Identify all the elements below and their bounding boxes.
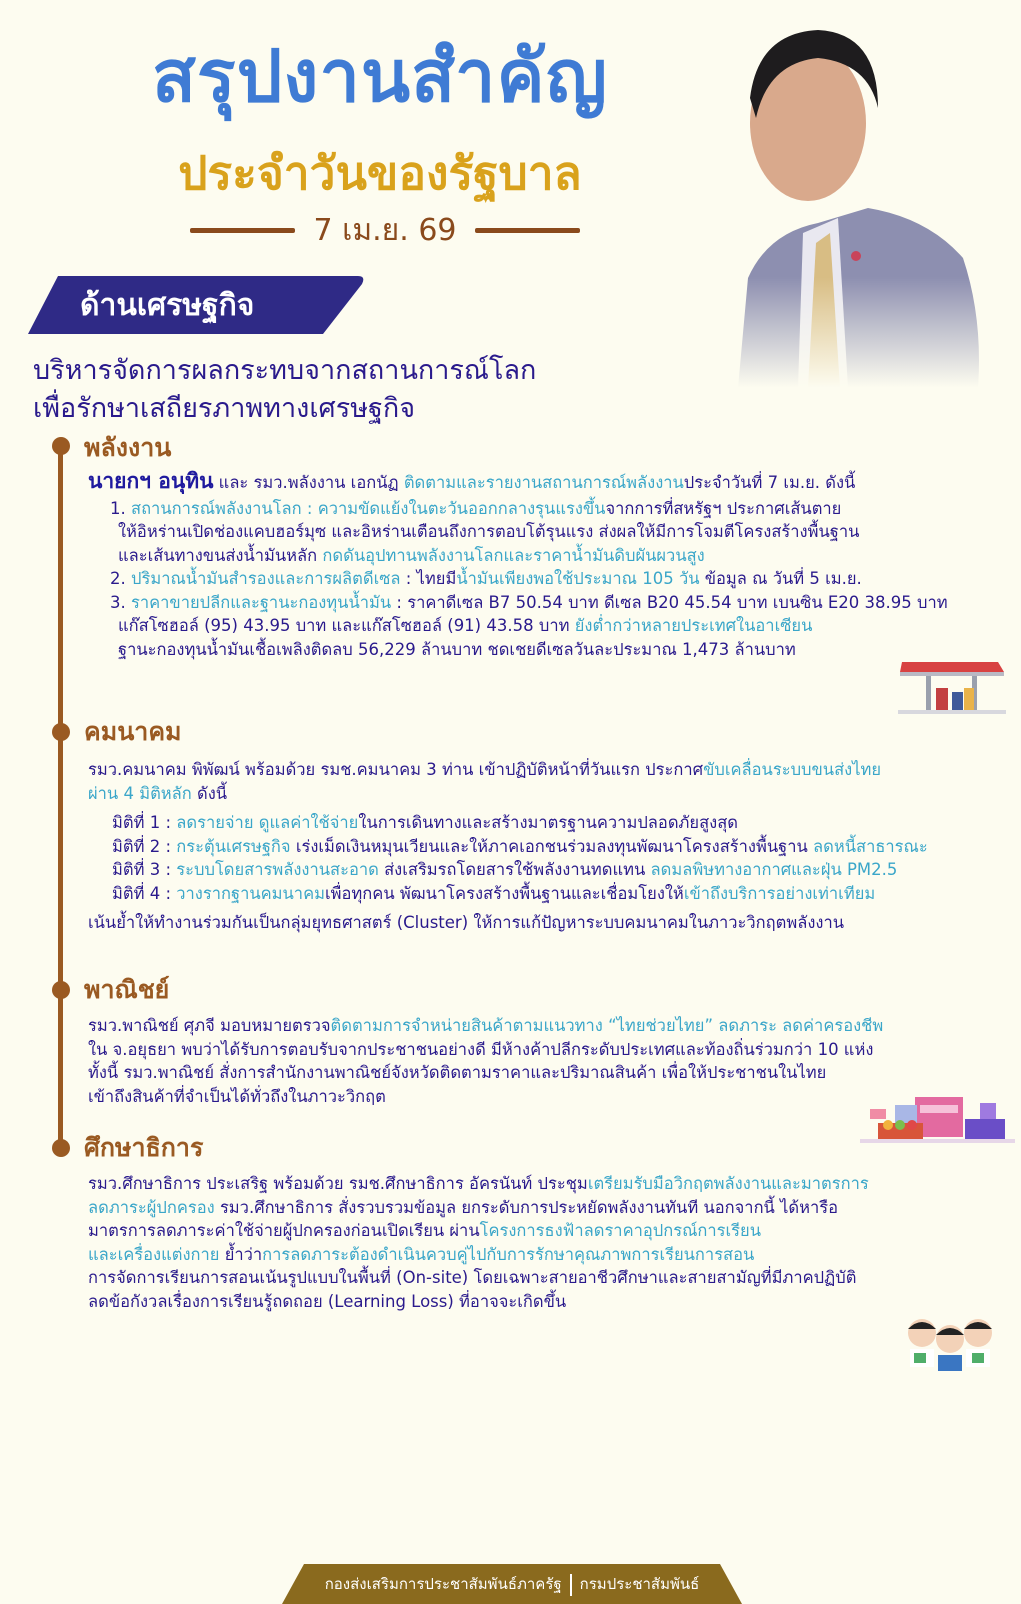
text: รมว.ศึกษาธิการ สั่งรวบรวมข้อมูล ยกระดับการประหยัดพลังงานทันที นอกจากนี้ ได้หารือ: [214, 1197, 839, 1217]
list-item: [112, 811, 1013, 835]
dimension-label: มิติที่ 2 :: [112, 836, 177, 856]
highlight-text: น้ำมันเพียงพอใช้ประมาณ 105 วัน: [456, 569, 700, 588]
highlight-text: ติดตามและรายงานสถานการณ์พลังงาน: [403, 473, 684, 492]
education-content: [88, 1172, 1013, 1313]
timeline-dot: [52, 981, 70, 999]
gas-station-icon: [898, 652, 1006, 714]
footer-org-left: กองส่งเสริมการประชาสัมพันธ์ภาครัฐ: [324, 1575, 562, 1593]
text: ฐานะกองทุนน้ำมันเชื้อเพลิงติดลบ 56,229 ล้านบาท ชดเชยดีเซลวันละประมาณ 1,473 ล้านบาท: [118, 639, 796, 659]
energy-content: [88, 470, 1008, 661]
highlight-text: การลดภาระต้องดำเนินควบคู่ไปกับการรักษาคุณภาพการเรียนการสอน: [262, 1244, 755, 1264]
highlight-text: ลดมลพิษทางอากาศและฝุ่น PM2.5: [650, 860, 898, 879]
pm-name: นายกฯ อนุทิน: [88, 469, 214, 493]
text: ย้ำว่า: [219, 1244, 263, 1264]
date-label: 7 เม.ย. 69: [313, 212, 457, 248]
portrait-image: [728, 18, 998, 388]
section-tab-label: ด้านเศรษฐกิจ: [80, 288, 255, 323]
text: เน้นย้ำให้ทำงานร่วมกันเป็นกลุ่มยุทธศาสตร์ (Cluster) ให้การแก้ปัญหาระบบคมนาคมในภาวะวิกฤตพลังงาน: [88, 913, 844, 932]
highlight-text: ราคาขายปลีกและฐานะกองทุนน้ำมัน: [131, 592, 392, 612]
text: เร่งเม็ดเงินหมุนเวียนและให้ภาคเอกชนร่วมลงทุนพัฒนาโครงสร้างพื้นฐาน: [290, 836, 814, 856]
list-number: 2.: [110, 569, 131, 588]
market-stall-icon: [860, 1095, 1015, 1145]
headline-line: บริหารจัดการผลกระทบจากสถานการณ์โลก: [33, 355, 537, 386]
highlight-text: ลดรายจ่าย ดูแลค่าใช้จ่าย: [176, 813, 359, 832]
text: รมว.ศึกษาธิการ ประเสริฐ พร้อมด้วย รมช.ศึกษาธิการ อัครนันท์ ประชุม: [88, 1174, 588, 1193]
highlight-text: ติดตามการจำหน่ายสินค้าตามแนวทาง “ไทยช่วยไทย” ลดภาระ ลดค่าครองชีพ: [330, 1016, 884, 1035]
highlight-text: ยังต่ำกว่าหลายประเทศในอาเซียน: [574, 616, 813, 635]
timeline-dot: [52, 723, 70, 741]
highlight-text: ผ่าน 4 มิติหลัก: [88, 783, 192, 803]
transport-content: [88, 758, 1013, 935]
list-number: 3.: [110, 592, 131, 612]
footer-org-right: กรมประชาสัมพันธ์: [579, 1575, 700, 1593]
list-number: 1.: [110, 498, 131, 518]
timeline-line: [58, 452, 63, 1152]
highlight-text: เข้าถึงบริการอย่างเท่าเทียม: [683, 883, 876, 903]
page-title: สรุปงานสำคัญ: [151, 34, 608, 118]
text: ดังนี้: [191, 783, 228, 803]
highlight-text: กดดันอุปทานพลังงานโลกและราคาน้ำมันดิบผันผวนสูง: [322, 545, 705, 565]
highlight-text: และเครื่องแต่งกาย: [88, 1244, 220, 1264]
highlight-text: กระตุ้นเศรษฐกิจ: [176, 836, 291, 856]
dimension-list: [88, 811, 1013, 905]
text: แก๊สโซฮอล์ (95) 43.95 บาท และแก๊สโซฮอล์ (91) 43.58 บาท: [118, 616, 575, 635]
list-item: [112, 835, 1013, 859]
text: จากการที่สหรัฐฯ ประกาศเส้นตาย: [605, 498, 842, 518]
text: รมว.พาณิชย์ ศุภจี มอบหมายตรวจ: [88, 1016, 331, 1035]
highlight-text: ระบบโดยสารพลังงานสะอาด: [176, 860, 379, 879]
list-item: [112, 882, 1013, 906]
text: : ราคาดีเซล B7 50.54 บาท ดีเซล B20 45.54 บาท เบนซิน E20 38.95 บาท: [391, 592, 948, 612]
text: : ไทยมี: [400, 569, 457, 588]
highlight-text: ขับเคลื่อนระบบขนส่งไทย: [703, 760, 882, 779]
highlight-text: ลดภาระผู้ปกครอง: [88, 1197, 215, 1217]
text: รมว.คมนาคม พิพัฒน์ พร้อมด้วย รมช.คมนาคม 3 ท่าน เข้าปฏิบัติหน้าที่วันแรก ประกาศ: [88, 760, 704, 779]
students-illustration-icon: [900, 1315, 1000, 1373]
headline-line: เพื่อรักษาเสถียรภาพทางเศรษฐกิจ: [33, 393, 416, 424]
date-row: [160, 210, 610, 250]
text: ลดข้อกังวลเรื่องการเรียนรู้ถดถอย (Learning Loss) ที่อาจจะเกิดขึ้น: [88, 1291, 567, 1311]
text: ทั้งนี้ รมว.พาณิชย์ สั่งการสำนักงานพาณิชย์จังหวัดติดตามราคาและปริมาณสินค้า เพื่อให้ประชาชนในไทย: [88, 1063, 827, 1082]
footer: [282, 1572, 742, 1596]
footer-separator: [570, 1574, 572, 1596]
timeline-dot: [52, 437, 70, 455]
highlight-text: สถานการณ์พลังงานโลก : ความขัดแย้งในตะวันออกกลางรุนแรงขึ้น: [131, 498, 606, 518]
highlight-text: วางรากฐานคมนาคม: [176, 883, 325, 903]
divider-line: [475, 228, 580, 233]
energy-list: [88, 497, 1008, 662]
text: ให้อิหร่านเปิดช่องแคบฮอร์มุซ และอิหร่านเตือนถึงการตอบโต้รุนแรง ส่งผลให้มีการโจมตีโครงสร้างพื้นฐาน: [118, 522, 860, 541]
list-item: [112, 858, 1013, 882]
topic-commerce-title: พาณิชย์: [84, 975, 170, 1004]
dimension-label: มิติที่ 1 :: [112, 813, 177, 832]
text: และ รมว.พลังงาน เอกนัฏ: [213, 473, 404, 492]
text: เข้าถึงสินค้าที่จำเป็นได้ทั่วถึงในภาวะวิกฤต: [88, 1086, 386, 1106]
text: ในการเดินทางและสร้างมาตรฐานความปลอดภัยสูงสุด: [358, 813, 738, 832]
text: การจัดการเรียนการสอนเน้นรูปแบบในพื้นที่ (On-site) โดยเฉพาะสายอาชีวศึกษาและสายสามัญที่มีภาคปฏิบัติ: [88, 1268, 857, 1287]
dimension-label: มิติที่ 3 :: [112, 860, 177, 879]
text: เพื่อทุกคน พัฒนาโครงสร้างพื้นฐานและเชื่อมโยงให้: [325, 883, 684, 903]
highlight-text: ลดหนี้สาธารณะ: [813, 836, 928, 856]
text: ใน จ.อยุธยา พบว่าได้รับการตอบรับจากประชาชนอย่างดี มีห้างค้าปลีกระดับประเทศและท้องถิ่นร่วมกว่า 10 แห่ง: [88, 1039, 874, 1059]
section-headline: [33, 352, 536, 428]
highlight-text: ปริมาณน้ำมันสำรองและการผลิตดีเซล: [131, 569, 401, 588]
text: และเส้นทางขนส่งน้ำมันหลัก: [118, 545, 323, 565]
text: มาตรการลดภาระค่าใช้จ่ายผู้ปกครองก่อนเปิดเรียน ผ่าน: [88, 1221, 480, 1240]
highlight-text: โครงการธงฟ้าลดราคาอุปกรณ์การเรียน: [479, 1221, 761, 1240]
divider-line: [190, 228, 295, 233]
topic-transport-title: คมนาคม: [84, 717, 182, 746]
dimension-label: มิติที่ 4 :: [112, 883, 177, 903]
highlight-text: เตรียมรับมือวิกฤตพลังงานและมาตรการ: [587, 1174, 869, 1193]
text: ส่งเสริมรถโดยสารใช้พลังงานทดแทน: [378, 860, 651, 879]
commerce-content: [88, 1014, 1013, 1108]
page-subtitle: ประจำวันของรัฐบาล: [178, 146, 582, 200]
topic-education-title: ศึกษาธิการ: [84, 1133, 204, 1162]
topic-energy-title: พลังงาน: [84, 433, 172, 462]
timeline-dot: [52, 1139, 70, 1157]
text: ประจำวันที่ 7 เม.ย. ดังนี้: [683, 473, 856, 492]
text: ข้อมูล ณ วันที่ 5 เม.ย.: [699, 569, 862, 588]
